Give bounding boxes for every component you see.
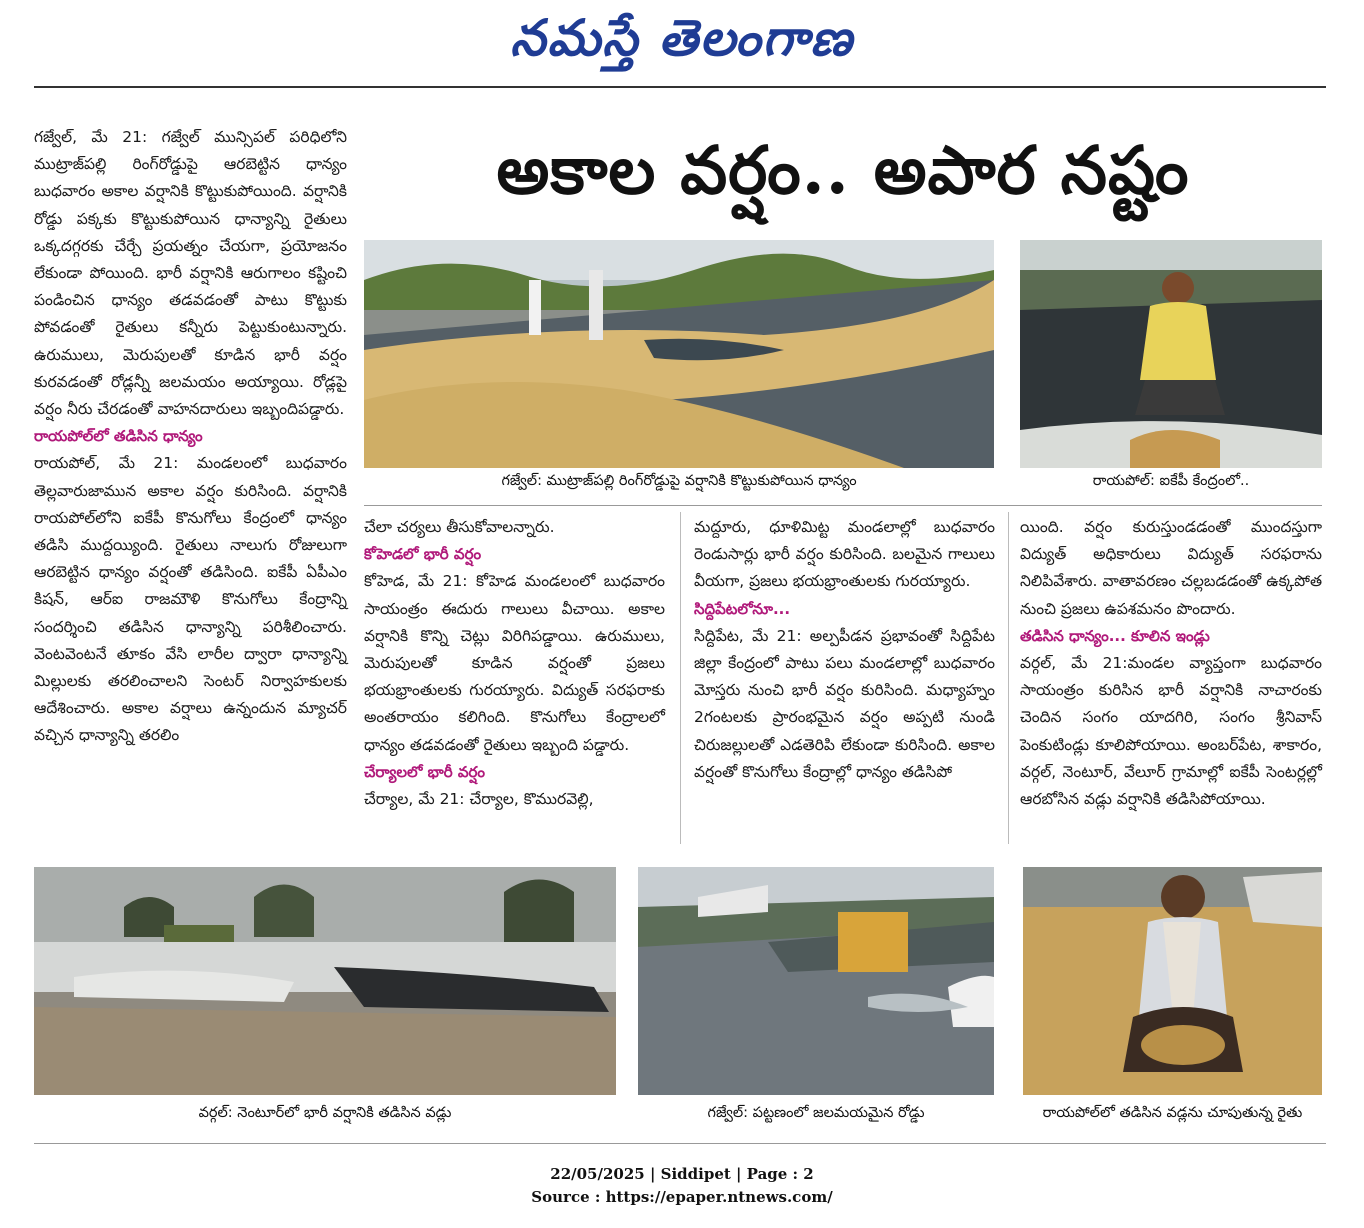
footer-source-line: Source : https://epaper.ntnews.com/ — [531, 1188, 833, 1206]
column-4 — [1020, 514, 1322, 813]
photo-ring-road-grain-image — [364, 240, 994, 468]
caption-photo-1: గజ్వేల్: ముట్రాజ్‌పల్లి రింగ్‌రోడ్డుపై వర్షానికి కొట్టుకుపోయిన ధాన్యం — [501, 473, 857, 489]
col4-subhead-1: తడిసిన ధాన్యం... కూలిన ఇండ్లు — [1020, 626, 1210, 645]
photo-flooded-road-image — [638, 867, 994, 1095]
col2-subhead-2: చేర్యాలలో భారీ వర్షం — [364, 762, 485, 781]
caption-photo-2: రాయపోల్: ఐకేపీ కేంద్రంలో.. — [1092, 473, 1250, 489]
col4-body-1: వర్గల్, మే 21:మండల వ్యాప్తంగా బుధవారం సాయంత్రం కురిసిన భారీ వర్షానికి నాచారంకు చెందిన సంగం యాదగిరి, సంగం శ్రీనివాస్ పెంకుటిండ్లు కూలిపోయాయి. అంబర్‌పేట, శాకారం, వర్గల్, నెంటూర్, వేలూర్ గ్రామాల్లో ఐకేపీ సెంటర్లల్లో ఆరబోసిన వడ్లు వర్షానికి తడిసిపోయాయి. — [1020, 654, 1322, 809]
photo-flooded-road — [638, 867, 994, 1095]
caption-photo-3: వర్గల్: నెంటూర్‌లో భారీ వర్షానికి తడిసిన వడ్లు — [198, 1105, 452, 1121]
top-rule — [34, 86, 1326, 88]
headline: అకాల వర్షం.. అపార నష్టం — [496, 131, 1190, 209]
masthead — [0, 8, 1364, 78]
col2-subhead-1: కోహెడలో భారీ వర్షం — [364, 545, 482, 564]
col4-continuation: యింది. వర్షం కురుస్తుండడంతో ముందస్తుగా విద్యుత్ అధికారులు విద్యుత్ సరఫరాను నిలిపివేశారు. వాతావరణం చల్లబడడంతో ఉక్కపోత నుంచి ప్రజలు ఉపశమనం పొందారు. — [1020, 518, 1322, 618]
column-divider-1 — [680, 512, 681, 844]
column-2 — [364, 514, 665, 813]
photo-ring-road-grain — [364, 240, 994, 468]
col1-lead: గజ్వేల్, మే 21: గజ్వేల్ మున్సిపల్ పరిధిలోని ముట్రాజ్‌పల్లి రింగ్‌రోడ్డుపై ఆరబెట్టిన ధాన్యం బుధవారం అకాల వర్షానికి కొట్టుకుపోయింది. వర్షానికి రోడ్డు పక్కకు కొట్టుకుపోయిన ధాన్యాన్ని రైతులు ఒక్కదగ్గరకు చేర్చే ప్రయత్నం చేయగా, ప్రయోజనం లేకుండా పోయింది. భారీ వర్షానికి ఆరుగాలం కష్టించి పండించిన ధాన్యం తడవడంతో పాటు కొట్టుకు పోవడంతో రైతులు కన్నీరు పెట్టుకుంటున్నారు. ఉరుములు, మెరుపులతో కూడిన భారీ వర్షం కురవడంతో రోడ్లన్నీ జలమయం అయ్యాయి. రోడ్లపై వర్షం నీరు చేరడంతో వాహనదారులు ఇబ్బందిపడ్డారు. — [34, 128, 347, 419]
photo-ikp-centre-farmer-image — [1020, 240, 1322, 468]
column-divider-2 — [1008, 512, 1009, 844]
col2-body-1: కోహెడ, మే 21: కోహెడ మండలంలో బుధవారం సాయంత్రం ఈదురు గాలులు వీచాయి. అకాల వర్షానికి కొన్ని చెట్లు విరిగిపడ్డాయి. ఉరుములు, మెరుపులతో కూడిన వర్షంతో ప్రజలు భయభ్రాంతులకు గురయ్యారు. విద్యుత్ సరఫరాకు అంతరాయం కలిగింది. కొనుగోలు కేంద్రాలలో ధాన్యం తడవడంతో రైతులు ఇబ్బంది పడ్డారు. — [364, 572, 665, 754]
photo-nentur-field-image — [34, 867, 616, 1095]
mid-rule — [364, 505, 1322, 506]
column-3 — [694, 514, 995, 786]
bottom-rule — [34, 1143, 1326, 1144]
caption-photo-4: గజ్వేల్: పట్టణంలో జలమయమైన రోడ్డు — [707, 1105, 925, 1121]
col3-subhead-1: సిద్దిపేటలోనూ... — [694, 599, 791, 618]
masthead-title: నమస్తే తెలంగాణ — [510, 8, 854, 67]
col2-body-2: చేర్యాల, మే 21: చేర్యాల, కొమురవెల్లి, — [364, 790, 594, 809]
footer-date-line: 22/05/2025 | Siddipet | Page : 2 — [550, 1165, 814, 1183]
photo-nentur-field — [34, 867, 616, 1095]
col1-subhead: రాయపోల్‌లో తడిసిన ధాన్యం — [34, 427, 203, 446]
photo-ikp-centre-farmer — [1020, 240, 1322, 468]
caption-photo-5: రాయపోల్‌లో తడిసిన వడ్లను చూపుతున్న రైతు — [1042, 1105, 1303, 1121]
col3-body-1: సిద్దిపేట, మే 21: అల్పపీడన ప్రభావంతో సిద్దిపేట జిల్లా కేంద్రంలో పాటు పలు మండలాల్లో బుధవారం మోస్తరు నుంచి భారీ వర్షం కురిసింది. మధ్యాహ్నం 2గంటలకు ప్రారంభమైన వర్షం అప్పటి నుండి చిరుజల్లులతో ఎడతెరిపి లేకుండా కురిసింది. అకాల వర్షంతో కొనుగోలు కేంద్రాల్లో ధాన్యం తడిసిపో — [694, 626, 995, 781]
photo-farmer-wet-paddy-image — [1023, 867, 1322, 1095]
col2-continuation: చేలా చర్యలు తీసుకోవాలన్నారు. — [364, 518, 555, 536]
col1-body: రాయపోల్, మే 21: మండలంలో బుధవారం తెల్లవారుజామున అకాల వర్షం కురిసింది. వర్షానికి రాయపోల్‌లోని ఐకేపీ కొనుగోలు కేంద్రంలో ధాన్యం తడిసి ముద్దయ్యింది. రైతులు నాలుగు రోజులుగా ఆరబెట్టిన ధాన్యం వర్షంతో తడిసింది. ఐకేపీ ఏపీఎం కిషన్, ఆర్ఐ రాజమౌళి కొనుగోలు కేంద్రాన్ని సందర్శించి తడిసిన ధాన్యాన్ని పరిశీలించారు. వెంటవెంటనే తూకం వేసి లారీల ద్వారా ధాన్యాన్ని మిల్లులకు తరలించాలని సెంటర్ నిర్వాహకులకు ఆదేశించారు. అకాల వర్షాలు ఉన్నందున మ్యాచర్ వచ్చిన ధాన్యాన్ని తరలిం — [34, 454, 347, 745]
column-1 — [34, 124, 347, 750]
photo-farmer-wet-paddy — [1023, 867, 1322, 1095]
col3-continuation: మద్దూరు, ధూళిమిట్ట మండలాల్లో బుధవారం రెండుసార్లు భారీ వర్షం కురిసింది. బలమైన గాలులు వీయగా, ప్రజలు భయభ్రాంతులకు గురయ్యారు. — [694, 518, 995, 591]
